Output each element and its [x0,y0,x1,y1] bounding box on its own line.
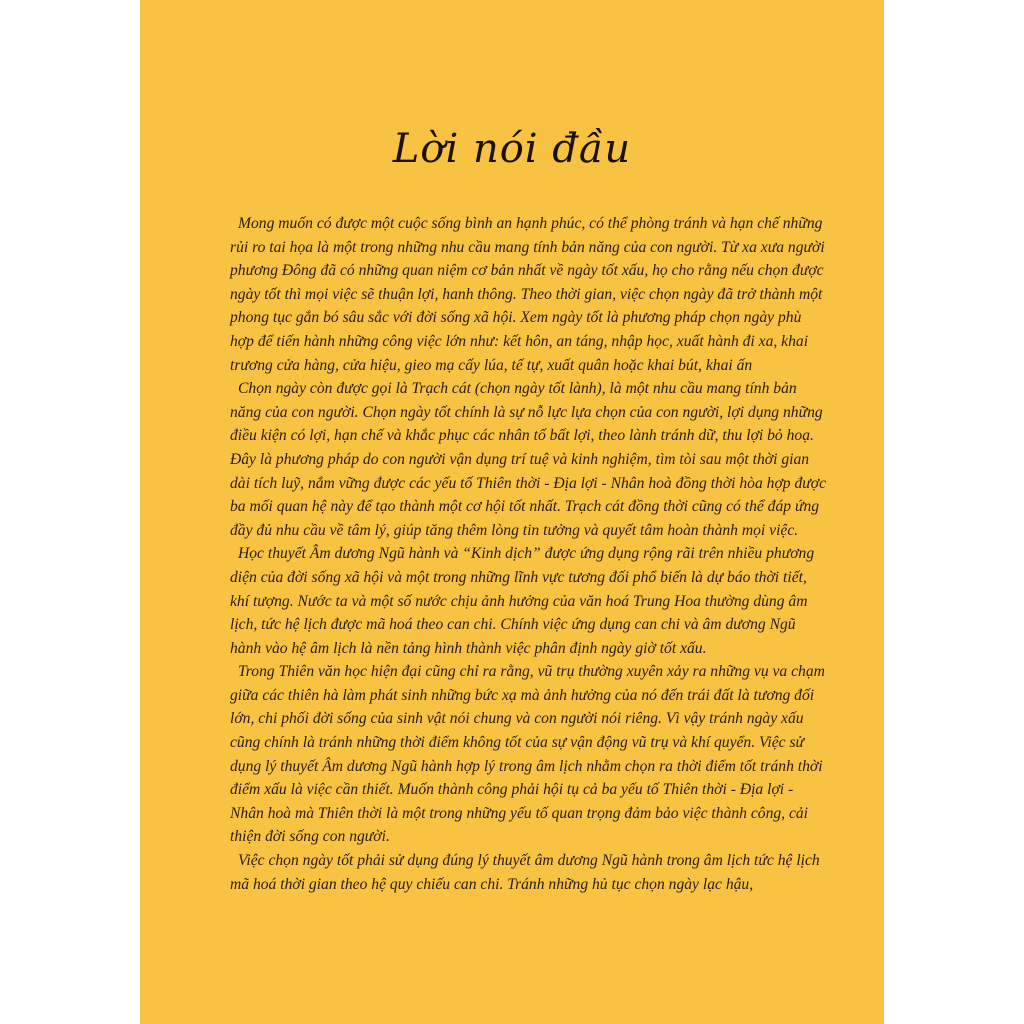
book-page [140,0,884,1024]
paragraph-1: Mong muốn có được một cuộc sống bình an hạnh phúc, có thể phòng tránh và hạn chế những rủi ro tai họa là một trong những nhu cầu mang tính bản năng của con người. Từ xa xưa người phương Đông đã có những quan niệm cơ bản nhất về ngày tốt xấu, họ cho rằng nếu chọn được ngày tốt thì mọi việc sẽ thuận lợi, hanh thông. Theo thời gian, việc chọn ngày đã trở thành một phong tục gắn bó sâu sắc với đời sống xã hội. Xem ngày tốt là phương pháp chọn ngày phù hợp để tiến hành những công việc lớn như: kết hôn, an táng, nhập học, xuất hành đi xa, khai trương cửa hàng, cửa hiệu, gieo mạ cấy lúa, tế tự, xuất quân hoặc khai bút, khai ấn [230,215,825,374]
paragraph-5: Việc chọn ngày tốt phải sử dụng đúng lý thuyết âm dương Ngũ hành trong âm lịch tức hệ lịch mã hoá thời gian theo hệ quy chiếu can chi. Tránh những hủ tục chọn ngày lạc hậu, [230,852,820,893]
paragraph-3: Học thuyết Âm dương Ngũ hành và “Kinh dịch” được ứng dụng rộng rãi trên nhiều phương diện của đời sống xã hội và một trong những lĩnh vực tương đối phổ biến là dự báo thời tiết, khí tượng. Nước ta và một số nước chịu ảnh hưởng của văn hoá Trung Hoa thường dùng âm lịch, tức hệ lịch được mã hoá theo can chi. Chính việc ứng dụng can chi và âm dương Ngũ hành vào hệ âm lịch là nền tảng hình thành việc phân định ngày giờ tốt xấu. [230,545,815,657]
body-text [230,212,828,896]
paragraph-2: Chọn ngày còn được gọi là Trạch cát (chọn ngày tốt lành), là một nhu cầu mang tính bản năng của con người. Chọn ngày tốt chính là sự nỗ lực lựa chọn của con người, lợi dụng những điều kiện có lợi, hạn chế và khắc phục các nhân tố bất lợi, theo lành tránh dữ, thu lợi bỏ hoạ. Đây là phương pháp do con người vận dụng trí tuệ và kinh nghiệm, tìm tòi sau một thời gian dài tích luỹ, nắm vững được các yếu tố Thiên thời - Địa lợi - Nhân hoà đồng thời hòa hợp được ba mối quan hệ này để tạo thành một cơ hội tốt nhất. Trạch cát đồng thời cũng có thể đáp ứng đầy đủ nhu cầu về tâm lý, giúp tăng thêm lòng tin tưởng và quyết tâm hoàn thành mọi việc. [230,380,827,539]
paragraph-4: Trong Thiên văn học hiện đại cũng chỉ ra rằng, vũ trụ thường xuyên xảy ra những vụ va chạm giữa các thiên hà làm phát sinh những bức xạ mà ảnh hưởng của nó đến trái đất là tương đối lớn, chi phối đời sống của sinh vật nói chung và con người nói riêng. Vì vậy tránh ngày xấu cũng chính là tránh những thời điểm không tốt của sự vận động vũ trụ và khí quyển. Việc sử dụng lý thuyết Âm dương Ngũ hành hợp lý trong âm lịch nhằm chọn ra thời điểm tốt tránh thời điểm xấu là việc cần thiết. Muốn thành công phải hội tụ cả ba yếu tố Thiên thời - Địa lợi - Nhân hoà mà Thiên thời là một trong những yếu tố quan trọng đảm bảo việc thành công, cải thiện đời sống con người. [230,663,825,846]
page-title: Lời nói đầu [392,126,632,172]
